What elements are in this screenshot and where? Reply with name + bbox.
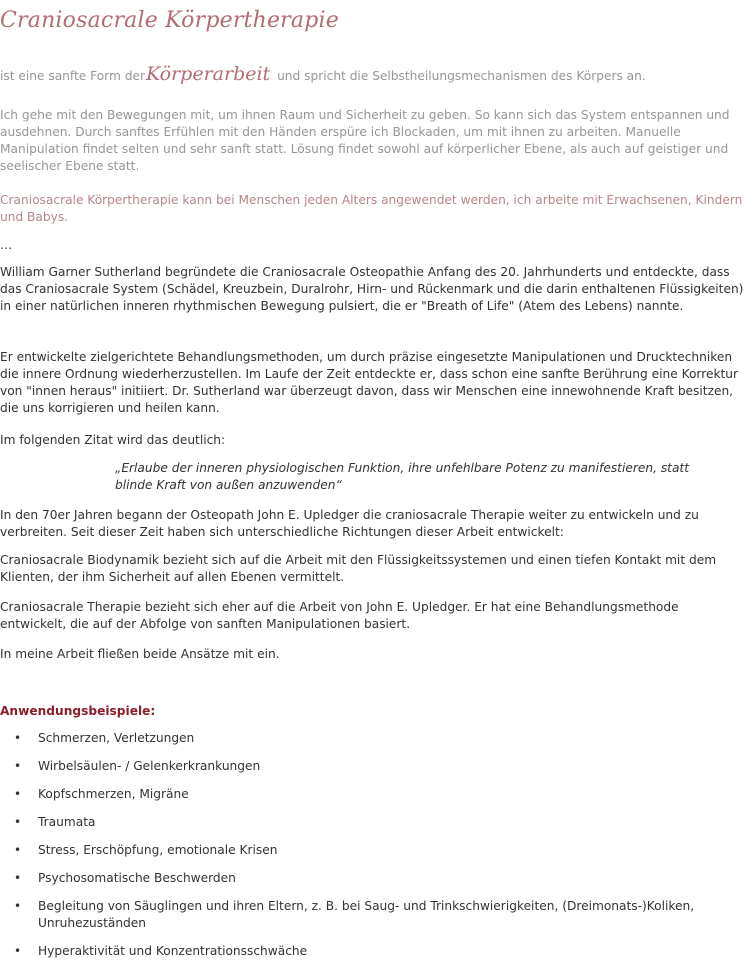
list-item <box>0 870 745 887</box>
applications-list <box>0 730 745 960</box>
list-item-text: Kopfschmerzen, Migräne <box>38 787 189 801</box>
list-item <box>0 730 745 747</box>
page-title: Craniosacrale Körpertherapie <box>0 8 339 33</box>
bullet-icon: • <box>14 899 22 913</box>
list-item <box>0 898 745 932</box>
list-item-text: Wirbelsäulen- / Gelenkerkrankungen <box>38 759 261 773</box>
bullet-icon: • <box>14 843 22 857</box>
list-item-text: Hyperaktivität und Konzentrationsschwäche <box>38 944 308 958</box>
bullet-icon: • <box>14 787 22 801</box>
bullet-icon: • <box>14 815 22 829</box>
intro-paragraph <box>0 63 745 85</box>
paragraph-upledger: In den 70er Jahren begann der Osteopath John E. Upledger die craniosacrale Therapie weiter zu entwickeln und zu verbreiten. Seit dieser Zeit haben sich unterschiedliche Richtungen dieser Arbeit entwickelt: <box>0 508 699 539</box>
paragraph-sutherland-history: William Garner Sutherland begründete die Craniosacrale Osteopathie Anfang des 20. Jahrhunderts und entdeckte, dass das Craniosacrale System (Schädel, Kreuzbein, Duralrohr, Hirn- und Rückenmark und die darin enthaltenen Flüssigkeiten) in einer natürlichen inneren rhythmischen Bewegung pulsiert, die er "Breath of Life" (Atem des Lebens) nannte. <box>0 265 744 313</box>
bullet-icon: • <box>14 871 22 885</box>
list-item <box>0 943 745 960</box>
paragraph-treatment-methods: Er entwickelte zielgerichtete Behandlungsmethoden, um durch präzise eingesetzte Manipulationen und Drucktechniken die innere Ordnung wiederherzustellen. Im Laufe der Zeit entdeckte er, dass schon eine sanfte Berührung eine Korrektur von "innen heraus" initiiert. Dr. Sutherland war überzeugt davon, dass wir Menschen eine innewohnende Kraft besitzen, die uns korrigieren und heilen kann. <box>0 350 739 415</box>
intro-text-before: ist eine sanfte Form der <box>0 69 145 83</box>
applications-heading: Anwendungsbeispiele: <box>0 704 156 718</box>
list-item-text: Schmerzen, Verletzungen <box>38 731 195 745</box>
intro-text-after: und spricht die Selbstheilungsmechanismen des Körpers an. <box>273 69 646 83</box>
ellipsis-separator: … <box>0 238 13 252</box>
bullet-icon: • <box>14 731 22 745</box>
paragraph-craniosacral-therapy: Craniosacrale Therapie bezieht sich eher auf die Arbeit von John E. Upledger. Er hat eine Behandlungsmethode entwickelt, die auf der Abfolge von sanften Manipulationen basiert. <box>0 600 679 631</box>
list-item-text: Begleitung von Säuglingen und ihren Eltern, z. B. bei Saug- und Trinkschwierigkeiten, (Dreimonats-)Koliken, Unruhezuständen <box>38 899 695 930</box>
list-item <box>0 758 745 775</box>
list-item <box>0 786 745 803</box>
paragraph-biodynamics: Craniosacrale Biodynamik bezieht sich auf die Arbeit mit den Flüssigkeitssystemen und einen tiefen Kontakt mit dem Klienten, der ihm Sicherheit auf allen Ebenen vermittelt. <box>0 553 717 584</box>
list-item-text: Psychosomatische Beschwerden <box>38 871 236 885</box>
list-item <box>0 814 745 831</box>
intro-highlight-word: Körperarbeit <box>145 63 271 85</box>
bullet-icon: • <box>14 759 22 773</box>
paragraph-combined-approach: In meine Arbeit fließen beide Ansätze mit ein. <box>0 647 280 661</box>
paragraph-approach: Ich gehe mit den Bewegungen mit, um ihnen Raum und Sicherheit zu geben. So kann sich das System entspannen und ausdehnen. Durch sanftes Erfühlen mit den Händen erspüre ich Blockaden, um mit ihnen zu arbeiten. Manuelle Manipulation findet selten und sehr sanft statt. Lösung findet sowohl auf körperlicher Ebene, als auch auf geistiger und seelischer Ebene statt. <box>0 108 730 173</box>
list-item-text: Stress, Erschöpfung, emotionale Krisen <box>38 843 278 857</box>
sutherland-quote: „Erlaube der inneren physiologischen Funktion, ihre unfehlbare Potenz zu manifestieren, statt blinde Kraft von außen anzuwenden“ <box>115 461 689 492</box>
paragraph-quote-intro: Im folgenden Zitat wird das deutlich: <box>0 433 226 447</box>
bullet-icon: • <box>14 944 22 958</box>
list-item <box>0 842 745 859</box>
list-item-text: Traumata <box>38 815 96 829</box>
paragraph-target-groups: Craniosacrale Körpertherapie kann bei Menschen jeden Alters angewendet werden, ich arbeite mit Erwachsenen, Kindern und Babys. <box>0 193 743 224</box>
